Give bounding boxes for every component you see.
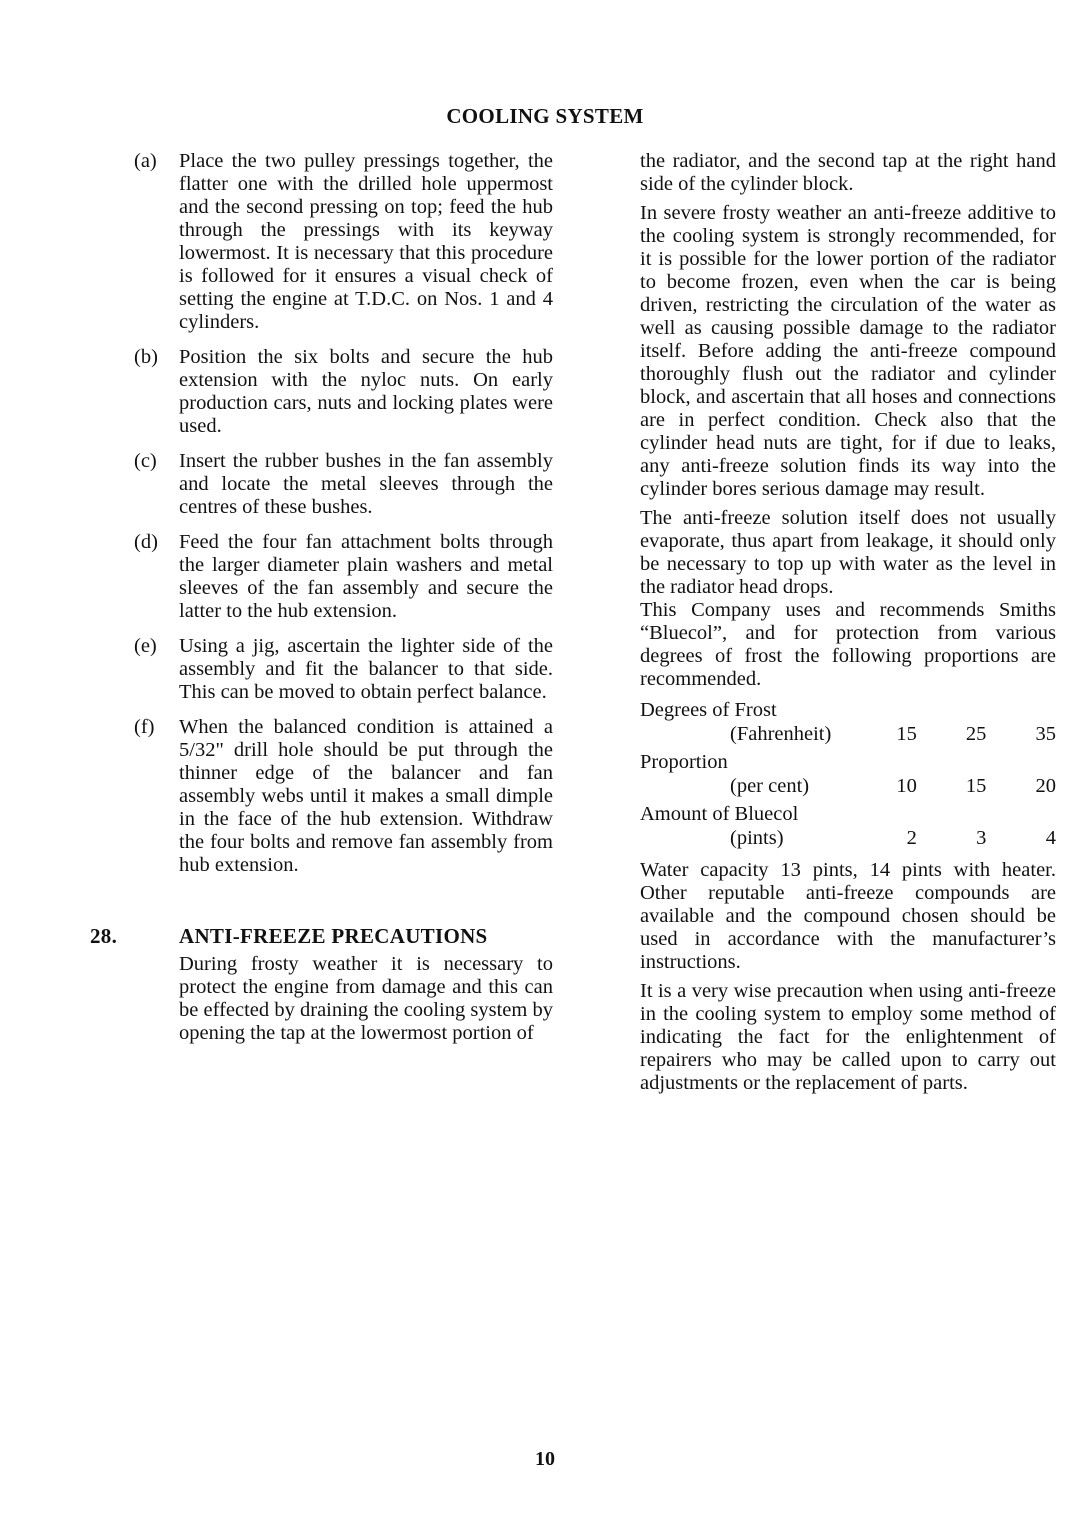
list-item-b [134,346,553,438]
item-letter: (f) [134,716,155,738]
item-text: Position the six bolts and secure the hub extension with the nyloc nuts. On early production cars, nuts and locking plates were used. [179,346,553,437]
list-item-e [134,635,553,704]
paragraph: In severe frosty weather an anti-freeze additive to the cooling system is strongly recommended, for it is possible for the lower portion of the radiator to become frozen, even when the car is being driven, restricting the circulation of the water as well as causing possible damage to the radiator itself. Before adding the anti-freeze compound thoroughly flush out the radiator and cylinder block, and ascertain that all hoses and connections are in perfect condition. Check also that the cylinder head nuts are tight, for if due to leaks, any anti-freeze solution finds its way into the cylinder bores serious damage may result. [640,202,1056,500]
paragraph: It is a very wise precaution when using anti-freeze in the cooling system to employ some method of indicating the fact for the enlightenment of repairers who may be called upon to carry out adjustments or the replacement of parts. [640,980,1056,1094]
table-cell: 2 [906,827,917,849]
list-item-d [134,531,553,623]
left-column [90,150,553,1045]
item-letter: (d) [134,531,158,553]
page-title: COOLING SYSTEM [446,104,644,128]
list-item-c [134,450,553,519]
table-row-label: Proportion [640,751,728,773]
section-number: 28. [90,924,118,948]
item-text: Place the two pulley pressings together, the flatter one with the drilled hole uppermost and the second pressing on top; feed the hub through the pressings with its keyway lowermost. It is necessary that this procedure is followed for it ensures a visual check of setting the engine at T.D.C. on Nos. 1 and 4 cylinders. [179,150,553,333]
item-text: When the balanced condition is attained a 5/32" drill hole should be put through the thinner edge of the balancer and fan assembly webs until it makes a small dimple in the face of the hub extension. Withdraw the four bolts and remove fan assembly from hub extension. [179,716,553,876]
paragraph: Water capacity 13 pints, 14 pints with heater. Other reputable anti-freeze compounds are available and the compound chosen should be used in accordance with the manufacturer’s instructions. [640,859,1056,973]
table-row-label: Amount of Bluecol [640,803,799,825]
table-cell: 25 [965,723,987,745]
item-letter: (e) [134,635,157,657]
section-body: During frosty weather it is necessary to protect the engine from damage and this can be effected by draining the cooling system by opening the tap at the lowermost portion of [179,953,553,1044]
item-letter: (b) [134,346,158,368]
table-cell: 4 [1045,827,1056,849]
table-row [640,723,1056,749]
table-row-label: Degrees of Frost [640,699,777,721]
table-cell: 20 [1035,775,1056,797]
item-letter: (c) [134,450,157,472]
item-text: Feed the four fan attachment bolts through the larger diameter plain washers and metal sleeves of the fan assembly and secure the latter to the hub extension. [179,531,553,622]
paragraph: The anti-freeze solution itself does not usually evaporate, thus apart from leakage, it should only be necessary to top up with water as the level in the radiator head drops. [640,507,1056,598]
table-unit: (Fahrenheit) [730,723,832,745]
list-item-a [134,150,553,334]
table-cell: 15 [896,723,917,745]
list-item-f [134,716,553,877]
item-text: Insert the rubber bushes in the fan assembly and locate the metal sleeves through the centres of these bushes. [179,450,553,518]
paragraph: This Company uses and recommends Smiths “Bluecol”, and for protection from various degrees of frost the following proportions are recommended. [640,599,1056,690]
table-row [640,827,1056,853]
right-column [640,150,1056,1101]
page-number: 10 [535,1448,555,1470]
section-heading [90,923,553,949]
frost-proportion-table [640,699,1056,853]
table-cell: 15 [965,775,987,797]
paragraph: the radiator, and the second tap at the right hand side of the cylinder block. [640,150,1056,195]
table-cell: 10 [896,775,917,797]
table-unit: (pints) [730,827,784,849]
table-unit: (per cent) [730,775,810,797]
section-title: ANTI-FREEZE PRECAUTIONS [179,924,488,948]
table-cell: 35 [1035,723,1056,745]
table-row [640,775,1056,801]
item-text: Using a jig, ascertain the lighter side of the assembly and fit the balancer to that side. This can be moved to obtain perfect balance. [179,635,553,703]
item-letter: (a) [134,150,157,172]
table-cell: 3 [976,827,987,849]
